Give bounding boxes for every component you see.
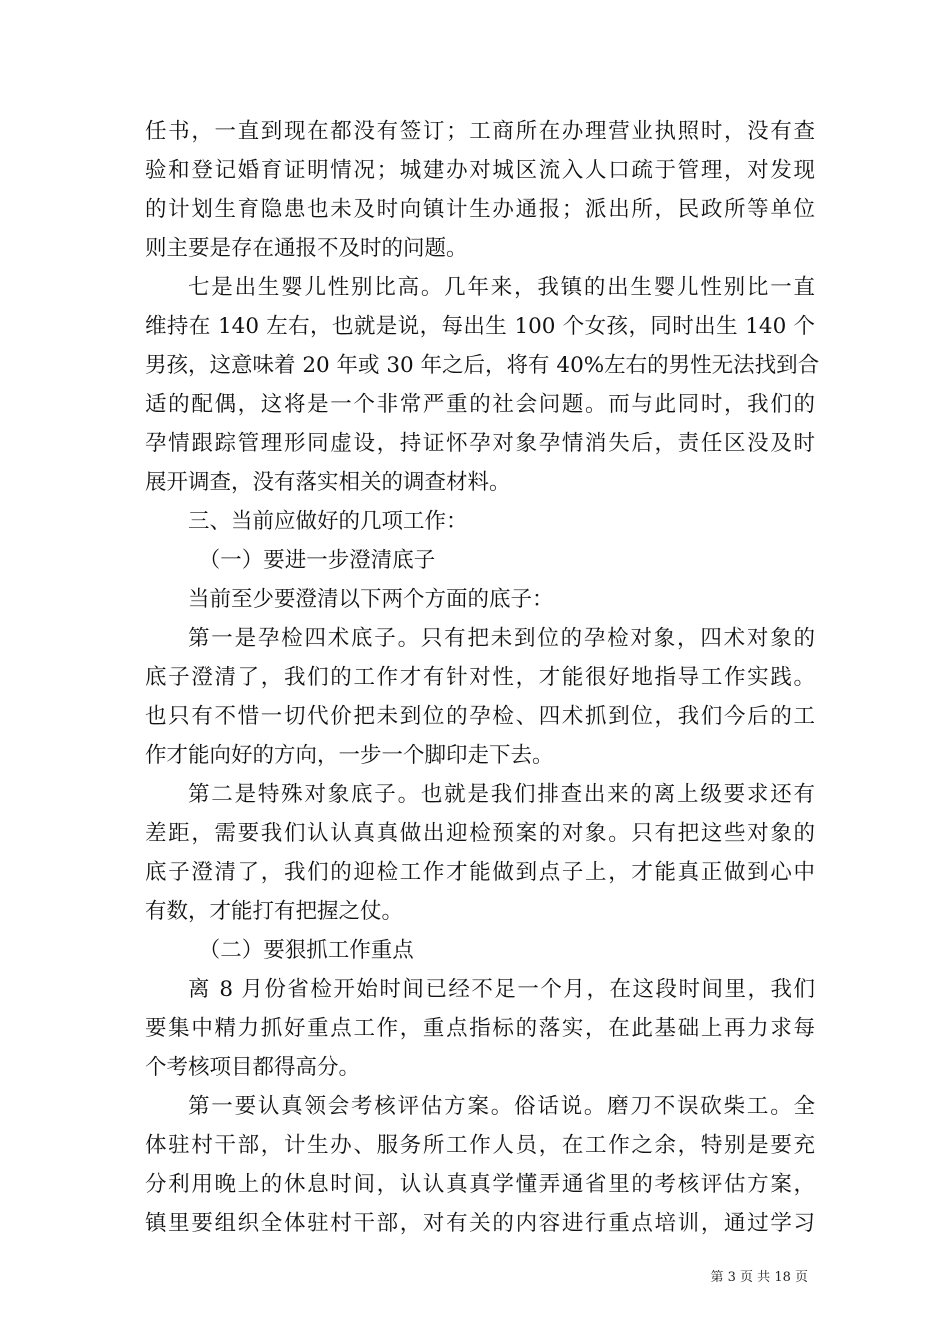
text-line: 个考核项目都得高分。 xyxy=(145,1055,361,1080)
text-line: 维持在 140 左右，也就是说，每出生 100 个女孩，同时出生 140 个 xyxy=(145,314,815,339)
text-line: 离 8 月份省检开始时间已经不足一个月，在这段时间里，我们 xyxy=(188,977,815,1002)
text-line: 七是出生婴儿性别比高。几年来，我镇的出生婴儿性别比一直 xyxy=(188,275,815,300)
document-body xyxy=(145,112,820,1243)
text-line: 任书，一直到现在都没有签订；工商所在办理营业执照时，没有查 xyxy=(145,119,815,144)
text-line: 男孩，这意味着 20 年或 30 年之后，将有 40%左右的男性无法找到合 xyxy=(145,353,820,378)
text-line: 分利用晚上的休息时间，认认真真学懂弄通省里的考核评估方案， xyxy=(145,1172,815,1197)
text-line: 第一是孕检四术底子。只有把未到位的孕检对象，四术对象的 xyxy=(188,626,815,651)
text-line: 体驻村干部，计生办、服务所工作人员，在工作之余，特别是要充 xyxy=(145,1133,815,1158)
text-line: 差距，需要我们认认真真做出迎检预案的对象。只有把这些对象的 xyxy=(145,821,815,846)
text-line: （一）要进一步澄清底子 xyxy=(198,548,436,573)
text-line: 的计划生育隐患也未及时向镇计生办通报；派出所，民政所等单位 xyxy=(145,197,815,222)
text-line: 当前至少要澄清以下两个方面的底子： xyxy=(188,587,554,612)
text-line: 则主要是存在通报不及时的问题。 xyxy=(145,236,468,261)
text-line: 孕情跟踪管理形同虚设，持证怀孕对象孕情消失后，责任区没及时 xyxy=(145,431,815,456)
text-line: 有数，才能打有把握之仗。 xyxy=(145,899,404,924)
page-number-footer: 第 3 页 共 18 页 xyxy=(710,1270,808,1285)
text-line: 验和登记婚育证明情况；城建办对城区流入人口疏于管理，对发现 xyxy=(145,158,815,183)
text-line: （二）要狠抓工作重点 xyxy=(198,938,414,963)
text-line: 要集中精力抓好重点工作，重点指标的落实，在此基础上再力求每 xyxy=(145,1016,815,1041)
text-line: 第一要认真领会考核评估方案。俗话说。磨刀不误砍柴工。全 xyxy=(188,1094,815,1119)
text-line: 适的配偶，这将是一个非常严重的社会问题。而与此同时，我们的 xyxy=(145,392,815,417)
text-line: 底子澄清了，我们的迎检工作才能做到点子上，才能真正做到心中 xyxy=(145,860,815,885)
text-line: 作才能向好的方向，一步一个脚印走下去。 xyxy=(145,743,554,768)
text-line: 也只有不惜一切代价把未到位的孕检、四术抓到位，我们今后的工 xyxy=(145,704,815,729)
text-line: 三、当前应做好的几项工作： xyxy=(188,509,468,534)
text-line: 第二是特殊对象底子。也就是我们排查出来的离上级要求还有 xyxy=(188,782,815,807)
text-line: 底子澄清了，我们的工作才有针对性，才能很好地指导工作实践。 xyxy=(145,665,815,690)
text-line: 展开调查，没有落实相关的调查材料。 xyxy=(145,470,511,495)
text-line: 镇里要组织全体驻村干部，对有关的内容进行重点培训，通过学习 xyxy=(145,1211,815,1236)
